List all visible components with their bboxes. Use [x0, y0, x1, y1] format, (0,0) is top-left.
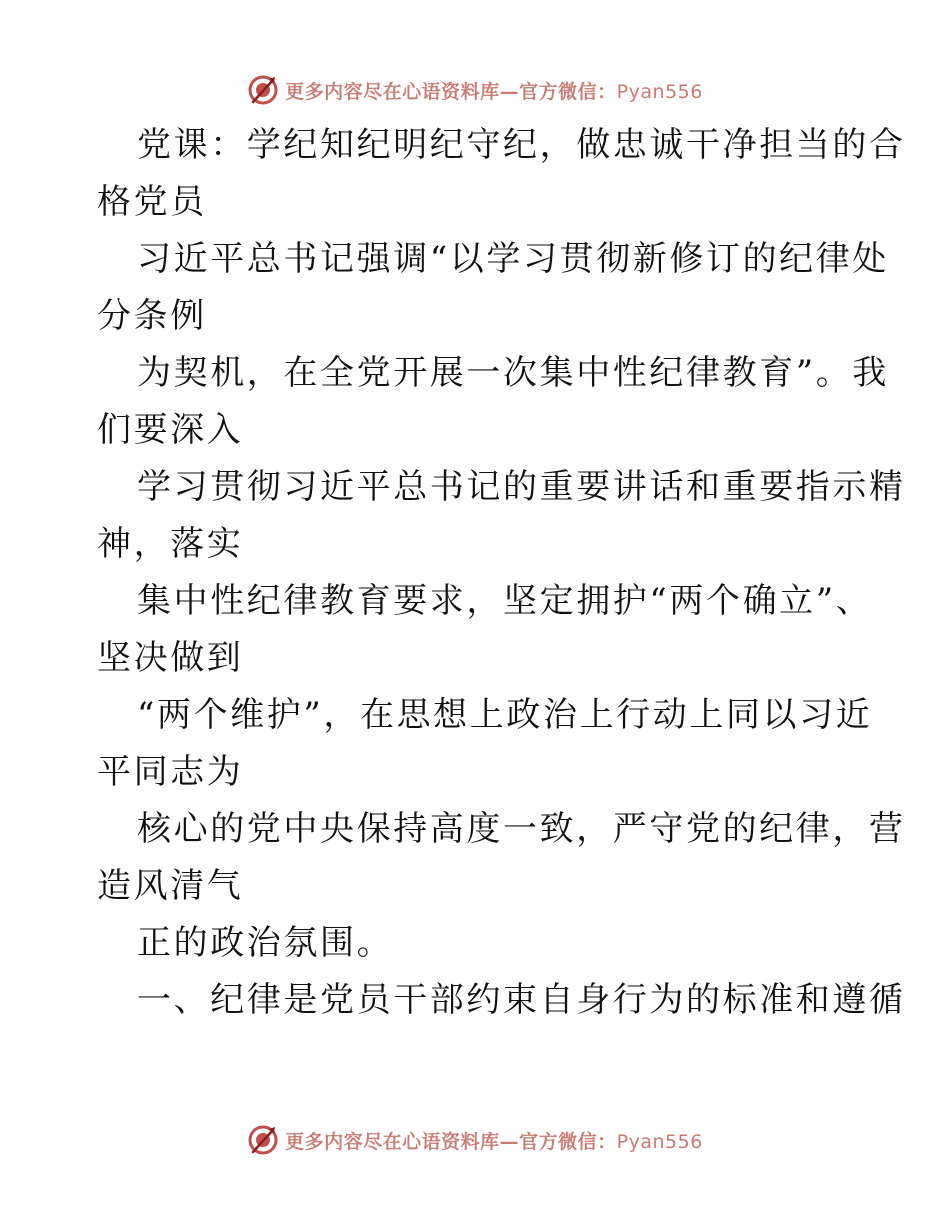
seal-logo-icon: [247, 1124, 279, 1156]
paragraph-line: 造风清气: [97, 866, 244, 906]
watermark-label: 更多内容尽在心语资料库—官方微信：: [285, 80, 617, 103]
paragraph-line: 学习贯彻习近平总书记的重要讲话和重要指示精: [137, 467, 906, 507]
watermark-label: 更多内容尽在心语资料库—官方微信：: [285, 1130, 617, 1153]
paragraph-line: “两个维护”，在思想上政治上行动上同以习近: [137, 695, 873, 735]
paragraph-line: 平同志为: [97, 752, 244, 792]
seal-logo-icon: [247, 74, 279, 106]
watermark-handle: Pyan556: [616, 80, 703, 103]
paragraph-line: 分条例: [97, 296, 207, 336]
paragraph-line: 坚决做到: [97, 638, 244, 678]
paragraph-line: 习近平总书记强调“以学习贯彻新修订的纪律处: [137, 239, 889, 279]
paragraph-line: 集中性纪律教育要求，坚定拥护“两个确立”、: [137, 581, 873, 621]
header-watermark: [0, 70, 950, 110]
watermark-handle: Pyan556: [616, 1130, 703, 1153]
paragraph-line: 神，落实: [97, 524, 244, 564]
paragraph-line: 正的政治氛围。: [137, 923, 394, 963]
paragraph-line: 为契机，在全党开展一次集中性纪律教育”。我: [137, 353, 889, 393]
paragraph-line: 核心的党中央保持高度一致，严守党的纪律，营: [137, 809, 906, 849]
section-heading: 一、纪律是党员干部约束自身行为的标准和遵循: [137, 980, 906, 1020]
document-body: [97, 117, 906, 1029]
watermark-text: [285, 77, 703, 104]
footer-watermark: [0, 1120, 950, 1160]
watermark-text: [285, 1127, 703, 1154]
title-line-1: 党课：学纪知纪明纪守纪，做忠诚干净担当的合: [137, 125, 906, 165]
title-line-2: 格党员: [97, 182, 207, 222]
paragraph-line: 们要深入: [97, 410, 244, 450]
